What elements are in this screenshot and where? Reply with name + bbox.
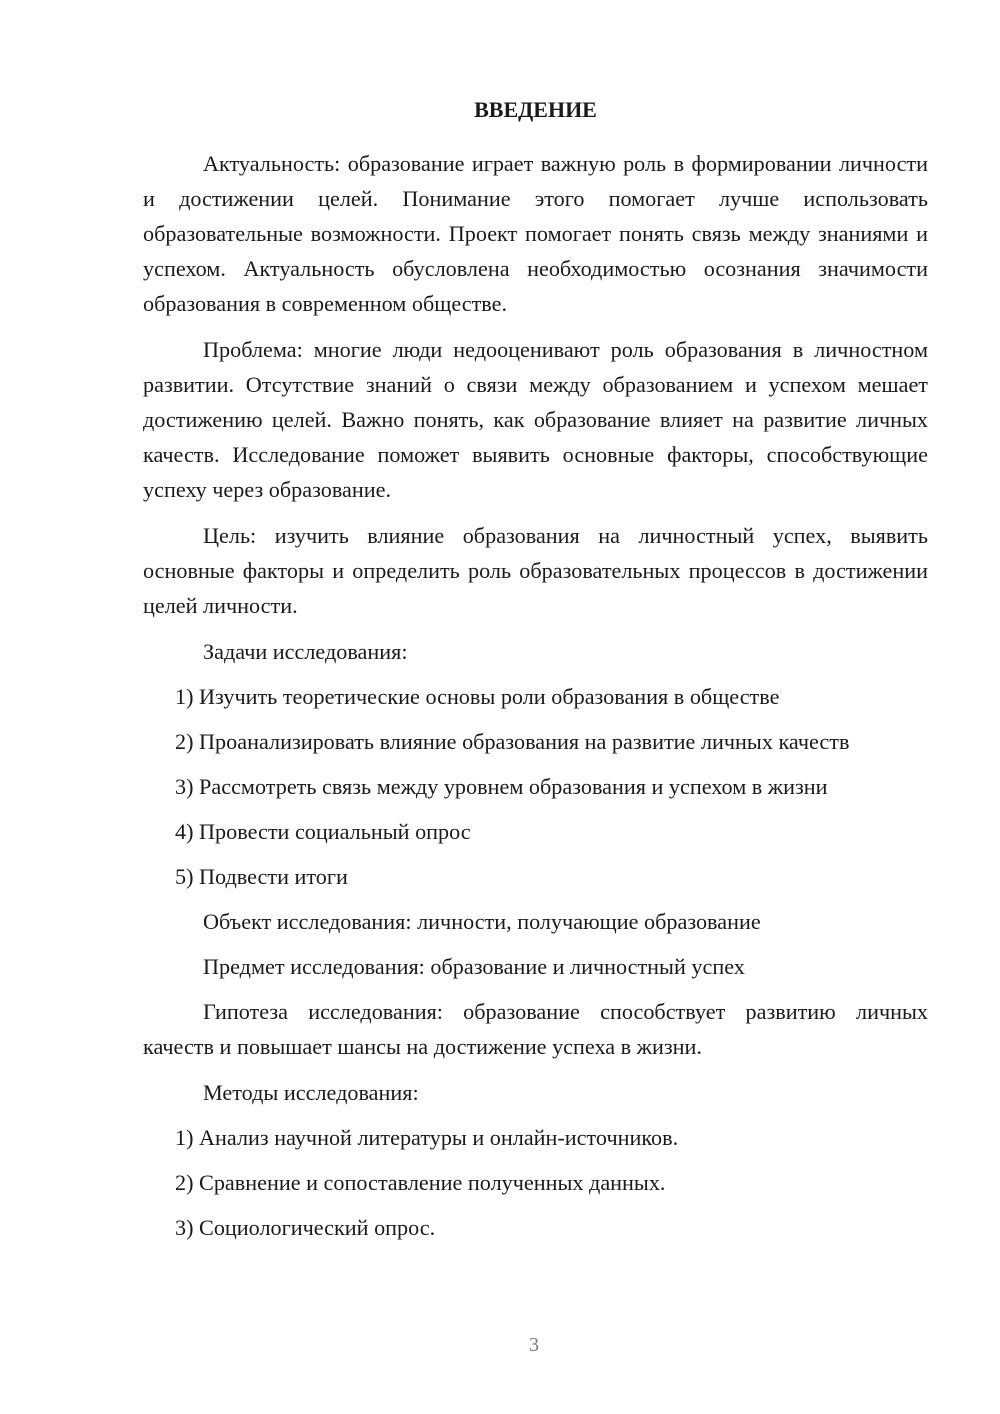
methods-heading: Методы исследования: — [203, 1080, 419, 1105]
tasks-heading: Задачи исследования: — [203, 639, 408, 664]
research-hypothesis: Гипотеза исследования: образование способствует развитию личных качеств и повышает шансы на достижение успеха в жизни. — [143, 999, 928, 1059]
task-item-1: 1) Изучить теоретические основы роли образования в обществе — [175, 684, 780, 709]
task-item-3: 3) Рассмотреть связь между уровнем образования и успехом в жизни — [175, 774, 828, 799]
method-item-2: 2) Сравнение и сопоставление полученных данных. — [175, 1170, 666, 1195]
task-item-4: 4) Провести социальный опрос — [175, 819, 471, 844]
document-page — [143, 96, 928, 1255]
task-item-5: 5) Подвести итоги — [175, 864, 348, 889]
research-object: Объект исследования: личности, получающие образование — [203, 909, 761, 934]
goal-paragraph: Цель: изучить влияние образования на личностный успех, выявить основные факторы и определить роль образовательных процессов в достижении целей личности. — [143, 523, 928, 618]
method-item-1: 1) Анализ научной литературы и онлайн-источников. — [175, 1125, 679, 1150]
task-item-2: 2) Проанализировать влияние образования на развитие личных качеств — [175, 729, 850, 754]
relevance-paragraph: Актуальность: образование играет важную роль в формировании личности и достижении целей. Понимание этого помогает лучше использовать образовательные возможности. Проект помогает понять связь между знаниями и успехом. Актуальность обусловлена необходимостью осознания значимости образования в современном обществе. — [143, 151, 928, 316]
problem-paragraph: Проблема: многие люди недооценивают роль образования в личностном развитии. Отсутствие знаний о связи между образованием и успехом мешает достижению целей. Важно понять, как образование влияет на развитие личных качеств. Исследование поможет выявить основные факторы, способствующие успеху через образование. — [143, 337, 928, 502]
method-item-3: 3) Социологический опрос. — [175, 1215, 436, 1240]
research-subject: Предмет исследования: образование и личностный успех — [203, 954, 745, 979]
section-title: ВВЕДЕНИЕ — [474, 97, 597, 122]
page-number: 3 — [529, 1334, 539, 1356]
